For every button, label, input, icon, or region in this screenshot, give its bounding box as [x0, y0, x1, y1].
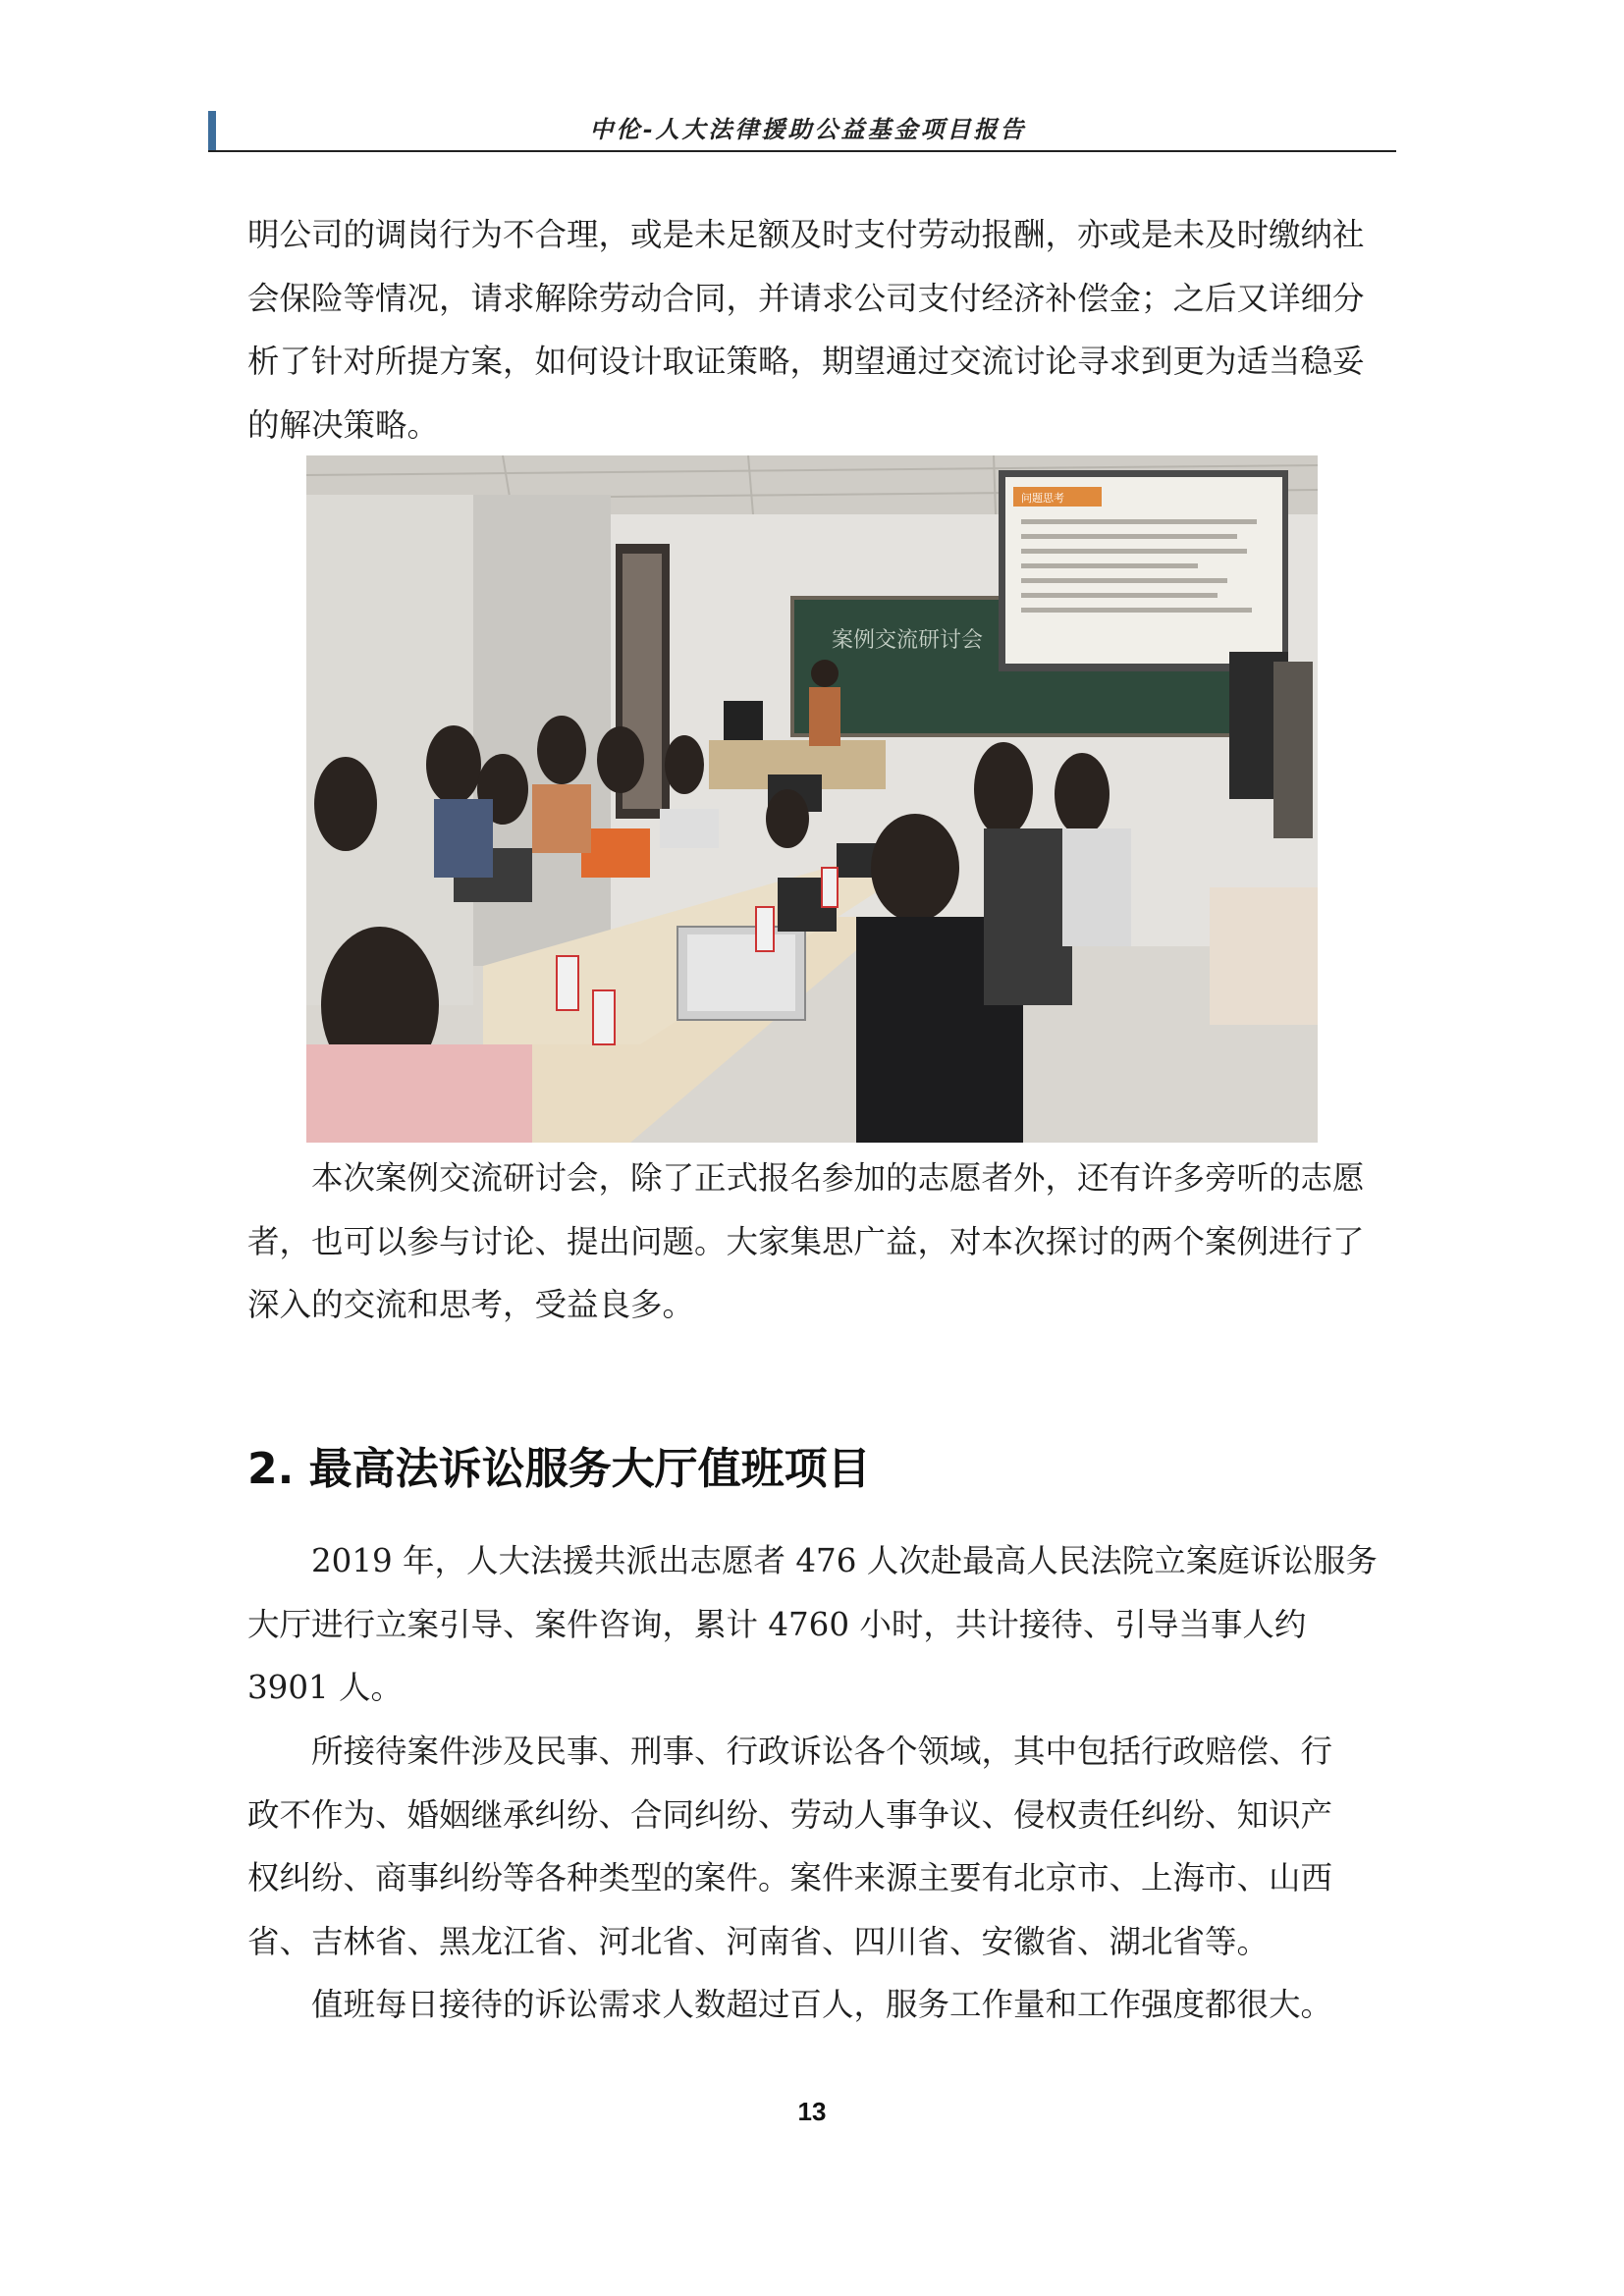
s2p1-line-1: 2019 年，人大法援共派出志愿者 476 人次赴最高人民法院立案庭诉讼服务 [311, 1542, 1378, 1579]
intro-line-2: 会保险等情况，请求解除劳动合同，并请求公司支付经济补偿金；之后又详细分 [247, 279, 1365, 317]
blackboard-text: 案例交流研讨会 [832, 628, 984, 653]
after-photo-paragraph [247, 1147, 1396, 1337]
page-number: 13 [797, 2097, 827, 2126]
after-photo-line-2: 者，也可以参与讨论、提出问题。大家集思广益，对本次探讨的两个案例进行了 [247, 1222, 1365, 1260]
s2p3-line-1: 值班每日接待的诉讼需求人数超过百人，服务工作量和工作强度都很大。 [311, 1986, 1333, 2023]
s2p2-line-1: 所接待案件涉及民事、刑事、行政诉讼各个领域，其中包括行政赔偿、行 [311, 1733, 1333, 1770]
header-rule [208, 150, 1396, 152]
seminar-photo-illustration [306, 455, 1318, 1143]
s2p1-line-3: 3901 人。 [247, 1669, 404, 1706]
s2p1-line-2: 大厅进行立案引导、案件咨询，累计 4760 小时，共计接待、引导当事人约 [247, 1605, 1307, 1643]
seminar-photo [306, 455, 1318, 1143]
s2p2-line-3: 权纠纷、商事纠纷等各种类型的案件。案件来源主要有北京市、上海市、山西 [247, 1859, 1333, 1896]
intro-line-4: 的解决策略。 [247, 405, 440, 444]
after-photo-line-1: 本次案例交流研讨会，除了正式报名参加的志愿者外，还有许多旁听的志愿 [311, 1159, 1365, 1197]
section2-paragraph-2 [247, 1720, 1396, 1973]
running-header-title: 中伦-人大法律援助公益基金项目报告 [589, 115, 1027, 143]
intro-line-1: 明公司的调岗行为不合理，或是未足额及时支付劳动报酬，亦或是未及时缴纳社 [247, 216, 1365, 253]
header-accent-bar [208, 111, 216, 152]
after-photo-line-3: 深入的交流和思考，受益良多。 [247, 1286, 695, 1323]
section2-paragraph-1 [247, 1529, 1396, 1720]
intro-line-3: 析了针对所提方案，如何设计取证策略，期望通过交流讨论寻求到更为适当稳妥 [247, 343, 1365, 380]
section-heading: 2. 最高法诉讼服务大厅值班项目 [247, 1444, 871, 1494]
slide-title: 问题思考 [1021, 492, 1064, 505]
section2-paragraph-3 [247, 1973, 1396, 2037]
s2p2-line-4: 省、吉林省、黑龙江省、河北省、河南省、四川省、安徽省、湖北省等。 [247, 1922, 1270, 1960]
intro-paragraph [247, 203, 1396, 456]
s2p2-line-2: 政不作为、婚姻继承纠纷、合同纠纷、劳动人事争议、侵权责任纠纷、知识产 [247, 1795, 1333, 1834]
